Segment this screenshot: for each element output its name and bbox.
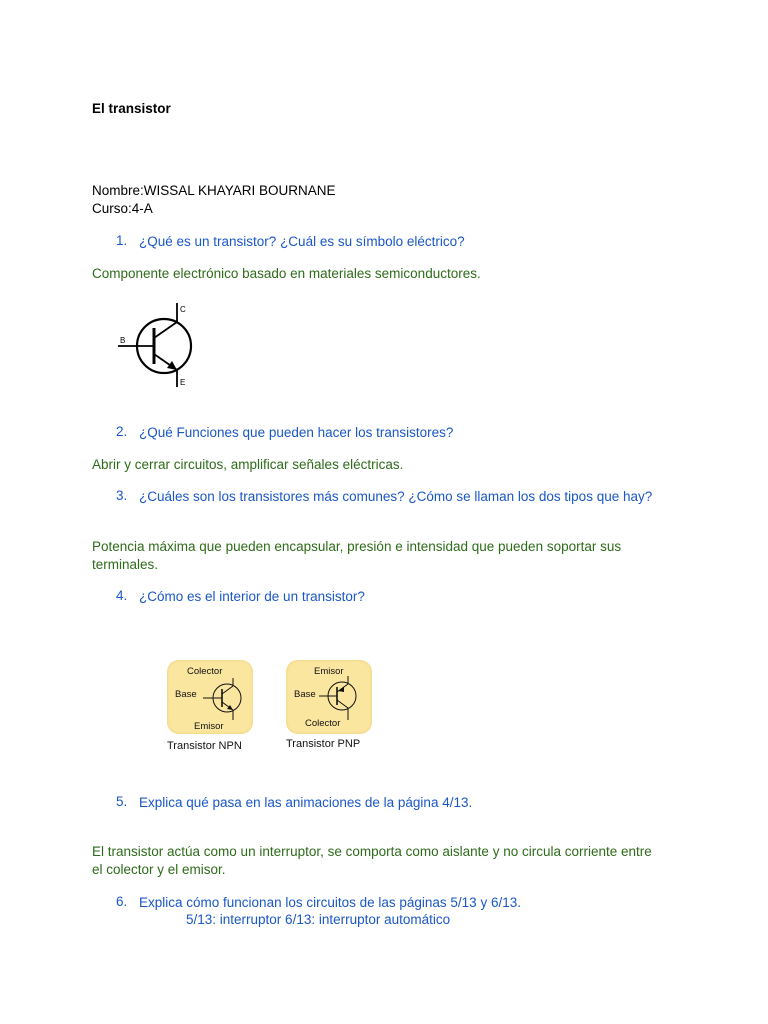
question-3-number: 3.	[116, 488, 128, 503]
npn-label-collector: Colector	[187, 666, 223, 677]
question-6-number: 6.	[116, 894, 128, 909]
pnp-label-base: Base	[294, 689, 316, 700]
npn-caption: Transistor NPN	[167, 740, 242, 752]
question-1: ¿Qué es un transistor? ¿Cuál es su símbolo eléctrico?	[139, 234, 465, 249]
npn-card	[167, 660, 253, 734]
answer-3: Potencia máxima que pueden encapsular, presión e intensidad que pueden soportar sus terminales.	[92, 539, 622, 572]
question-1-number: 1.	[116, 233, 128, 248]
question-4: ¿Cómo es el interior de un transistor?	[139, 589, 365, 604]
document-title: El transistor	[92, 101, 171, 116]
answer-5: El transistor actúa como un interruptor, se comporta como aislante y no circula corriente entre el colector y el emisor.	[92, 844, 652, 877]
npn-label-base: Base	[175, 689, 197, 700]
question-2: ¿Qué Funciones que pueden hacer los transistores?	[139, 425, 454, 440]
pnp-label-collector: Colector	[305, 718, 341, 729]
answer-1: Componente electrónico basado en materiales semiconductores.	[92, 266, 481, 281]
answer-6: 5/13: interruptor 6/13: interruptor automático	[186, 912, 451, 927]
student-name: Nombre:WISSAL KHAYARI BOURNANE	[92, 183, 336, 198]
symbol-label-c: C	[180, 305, 186, 314]
pnp-caption: Transistor PNP	[286, 738, 361, 750]
npn-label-emitter: Emisor	[194, 721, 224, 732]
student-course: Curso:4-A	[92, 201, 153, 216]
question-5-number: 5.	[116, 794, 128, 809]
question-2-number: 2.	[116, 424, 128, 439]
question-3: ¿Cuáles son los transistores más comunes? ¿Cómo se llaman los dos tipos que hay?	[139, 489, 653, 504]
transistor-symbol	[116, 300, 206, 390]
pnp-label-emitter: Emisor	[314, 666, 344, 677]
pnp-card	[286, 660, 372, 734]
question-5: Explica qué pasa en las animaciones de la página 4/13.	[139, 795, 473, 810]
symbol-label-e: E	[180, 378, 186, 387]
question-4-number: 4.	[116, 588, 128, 603]
question-6: Explica cómo funcionan los circuitos de las páginas 5/13 y 6/13.	[139, 895, 521, 910]
symbol-label-b: B	[120, 336, 126, 345]
answer-2: Abrir y cerrar circuitos, amplificar señales eléctricas.	[92, 457, 404, 472]
